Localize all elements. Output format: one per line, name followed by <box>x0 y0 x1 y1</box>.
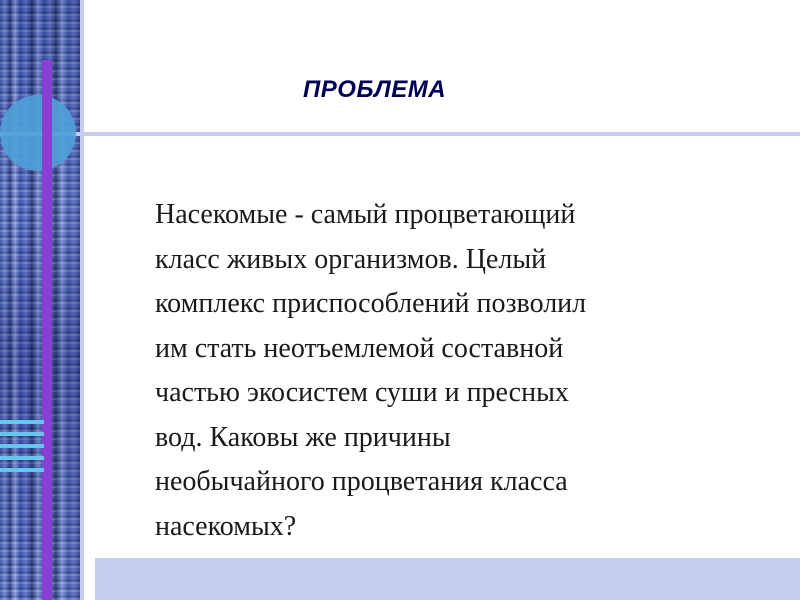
bottom-accent-band <box>95 558 800 600</box>
body-line: насекомых? <box>155 510 297 542</box>
body-line: им стать неотъемлемой составной <box>155 332 564 364</box>
body-line: вод. Каковы же причины <box>155 421 451 453</box>
slide-body-text <box>155 193 755 549</box>
side-strip-shade <box>0 0 80 600</box>
body-line: частью экосистем суши и пресных <box>155 377 569 408</box>
slide-title: ПРОБЛЕМА <box>303 76 447 103</box>
horizontal-accent-band <box>0 132 800 136</box>
decorative-ticks <box>0 420 44 480</box>
body-line: Насекомые - самый процветающий <box>155 199 576 230</box>
body-line: необычайного процветания класса <box>155 466 568 497</box>
side-divider <box>80 0 84 600</box>
body-line: класс живых организмов. Целый <box>155 243 547 275</box>
body-line: комплекс приспособлений позволил <box>155 288 587 319</box>
decorative-circle <box>0 95 76 171</box>
decorative-vertical-bar <box>42 60 52 600</box>
